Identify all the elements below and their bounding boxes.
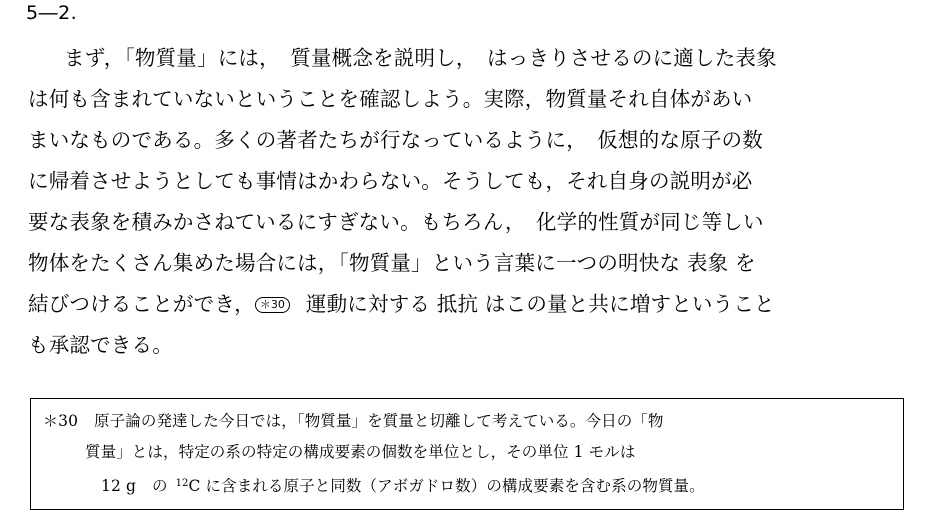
section-label: 5―2.: [26, 2, 78, 24]
footnote-number: 30: [58, 412, 79, 430]
body-text-block: [28, 38, 912, 366]
body-line-segment: 結びつけることができ，: [28, 292, 255, 316]
isotope-superscript: 12: [175, 478, 189, 489]
body-line: まず，「物質量」には， 質量概念を説明し， はっきりさせるのに適した表象: [64, 46, 777, 70]
body-line: は何も含まれていないということを確認しよう。実際，物質量それ自体があい: [28, 87, 753, 111]
footnote-text: C に含まれる原子と同数（アボガドロ数）の構成要素を含む系の物質量。: [188, 477, 705, 495]
footnote-line: 質量」とは，特定の系の特定の構成要素の個数を単位とし，その単位 1 モルは: [85, 443, 636, 461]
body-line: に帰着させようとしても事情はかわらない。そうしても，それ自身の説明が必: [28, 169, 753, 193]
footnote-text: 原子論の発達した今日では，「物質量」を質量と切離して考えている。今日の「物: [94, 412, 664, 430]
body-line: も承認できる。: [28, 333, 173, 357]
footnote-line: [43, 468, 893, 502]
footnote-reference-marker: ＊30: [255, 297, 290, 313]
body-line-segment: 運動に対する 抵抗 はこの量と共に増すということ: [305, 292, 775, 316]
footnote-box: [30, 398, 904, 510]
body-line: まいなものである。多くの著者たちが行なっているように， 仮想的な原子の数: [28, 128, 763, 152]
footnote-star: ＊: [43, 412, 59, 430]
body-line-with-footnote-ref: [28, 284, 912, 325]
footnote-no-particle: の: [151, 477, 168, 495]
footnote-line: [43, 406, 893, 437]
footnote-mass-value: 12 g: [101, 477, 136, 495]
body-line: 物体をたくさん集めた場合には，「物質量」という言葉に一つの明快な 表象 を: [28, 251, 756, 275]
body-line: 要な表象を積みかさねているにすぎない。もちろん， 化学的性質が同じ等しい: [28, 210, 764, 234]
